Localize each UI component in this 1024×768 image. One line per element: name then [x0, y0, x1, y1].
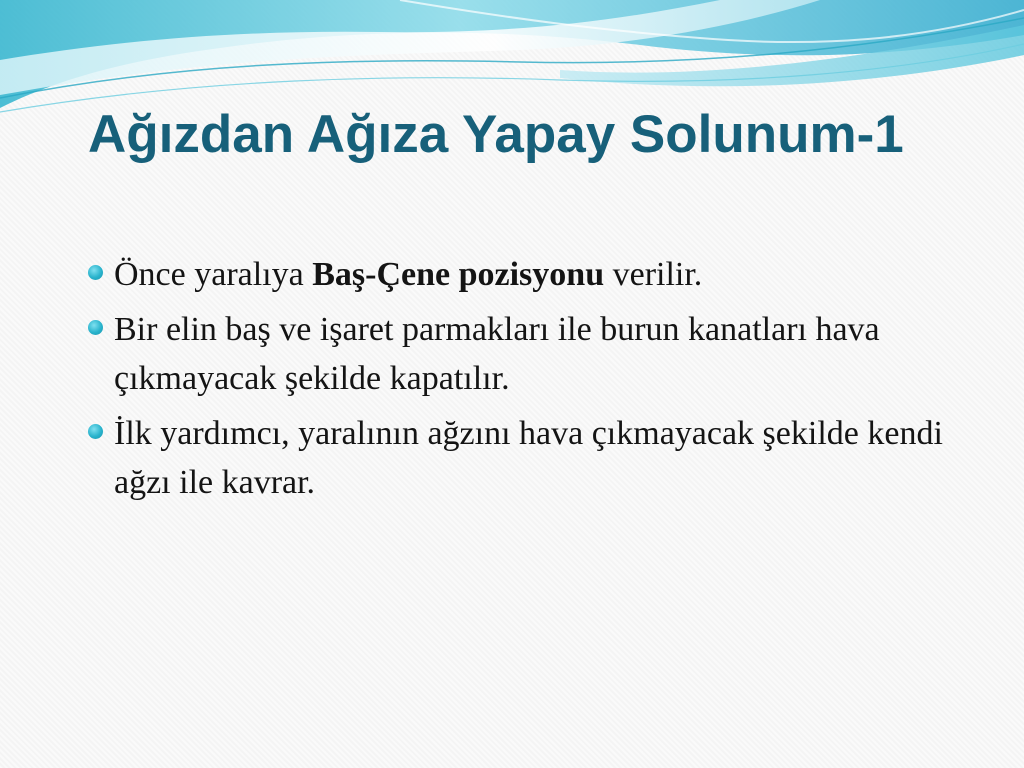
bullet-dot-icon	[88, 320, 103, 335]
bullet-1-text-bold: Baş-Çene pozisyonu	[312, 256, 605, 293]
slide-title: Ağızdan Ağıza Yapay Solunum-1	[88, 105, 904, 164]
bullet-2-text: Bir elin baş ve işaret parmakları ile burun kanatları hava çıkmayacak şekilde kapatılır.	[114, 311, 880, 397]
bullet-dot-icon	[88, 424, 103, 439]
bullet-list	[86, 250, 946, 513]
bullet-dot-icon	[88, 265, 103, 280]
bullet-1-text-before: Önce yaralıya	[114, 256, 313, 293]
bullet-item-1	[86, 250, 946, 299]
bullet-item-3	[86, 409, 946, 507]
bullet-1-text-after: verilir.	[604, 256, 703, 293]
bullet-3-text: İlk yardımcı, yaralının ağzını hava çıkmayacak şekilde kendi ağzı ile kavrar.	[114, 415, 943, 501]
bullet-item-2	[86, 305, 946, 403]
